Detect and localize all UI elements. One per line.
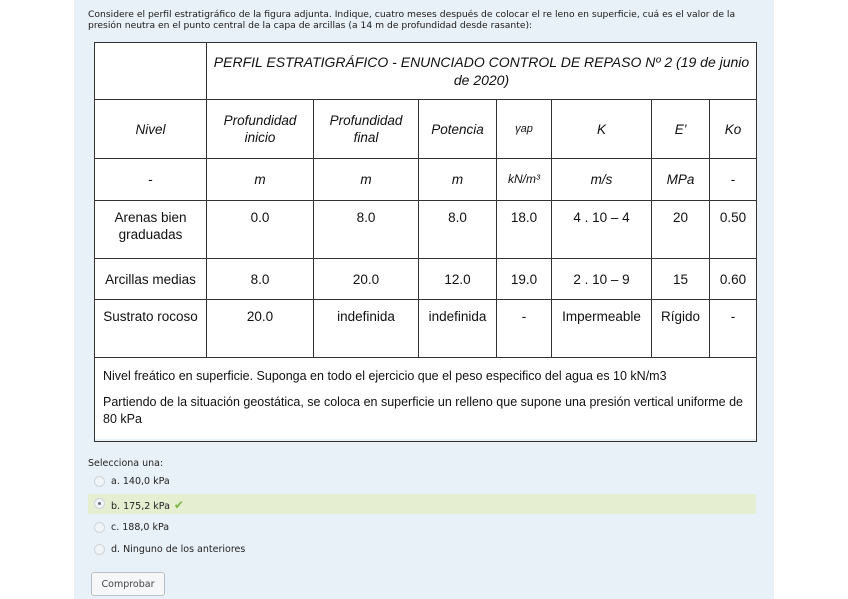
unit-e: MPa [652,159,710,201]
check-button[interactable]: Comprobar [91,572,165,596]
radio-a[interactable] [94,476,105,487]
row-arenas-k: 4 . 10 – 4 [552,201,652,259]
row-arenas-potencia: 8.0 [419,201,497,259]
row-arenas-nivel: Arenas bien graduadas [95,201,207,259]
row-arcillas-e: 15 [652,259,710,300]
row-arenas-e: 20 [652,201,710,259]
table-title: PERFIL ESTRATIGRÁFICO - ENUNCIADO CONTROL DE REPASO Nº 2 (19 de junio de 2020) [207,43,757,100]
option-b-label: b. 175,2 kPa [111,501,170,512]
option-a[interactable] [88,472,756,492]
radio-c[interactable] [94,522,105,533]
row-arcillas-prof-final: 20.0 [314,259,419,300]
unit-nivel: - [95,159,207,201]
header-gamma-ap: γap [497,100,552,159]
select-one-label: Selecciona una: [88,458,164,469]
header-nivel: Nivel [95,100,207,159]
option-d-label: d. Ninguno de los anteriores [111,544,246,555]
row-arcillas-prof-inicio: 8.0 [207,259,314,300]
note-water-table: Nivel freático en superficie. Suponga en todo el ejercicio que el peso especifico del agua es 10 kN/m3 [103,369,667,383]
question-text: Considere el perfil estratigráfico de la figura adjunta. Indique, cuatro meses después de colocar el re leno en superficie, cuá es el valor de la presión neutra en el punto central de la capa de arcillas (a 14 m de profundidad desde rasante): [88,9,736,31]
header-profundidad-final: Profundidad final [314,100,419,159]
row-arenas-gamma: 18.0 [497,201,552,259]
option-b-text [111,498,184,512]
radio-d[interactable] [94,544,105,555]
row-sustrato-prof-final: indefinida [314,300,419,358]
stratigraphic-profile-figure [94,42,756,439]
header-ko: Ko [710,100,757,159]
row-arenas-ko: 0.50 [710,201,757,259]
unit-potencia: m [419,159,497,201]
row-sustrato-nivel: Sustrato rocoso [95,300,207,358]
unit-ko: - [710,159,757,201]
correct-check-icon: ✔ [173,498,184,512]
option-a-label: a. 140,0 kPa [111,476,170,487]
option-c-label: c. 188,0 kPa [111,522,170,533]
unit-k: m/s [552,159,652,201]
row-arcillas-gamma: 19.0 [497,259,552,300]
table-notes [95,358,757,442]
unit-prof-final: m [314,159,419,201]
row-arcillas-potencia: 12.0 [419,259,497,300]
profile-table [94,42,757,442]
header-e-prime: E' [652,100,710,159]
row-sustrato-k: Impermeable [552,300,652,358]
row-arcillas-ko: 0.60 [710,259,757,300]
option-d[interactable] [88,540,756,560]
row-arenas-prof-inicio: 0.0 [207,201,314,259]
radio-b[interactable] [94,498,105,509]
row-sustrato-ko: - [710,300,757,358]
unit-gamma: kN/m³ [497,159,552,201]
header-k: K [552,100,652,159]
row-sustrato-potencia: indefinida [419,300,497,358]
row-arcillas-nivel: Arcillas medias [95,259,207,300]
header-potencia: Potencia [419,100,497,159]
row-sustrato-prof-inicio: 20.0 [207,300,314,358]
unit-prof-inicio: m [207,159,314,201]
option-c[interactable] [88,518,756,538]
note-fill-load: Partiendo de la situación geostática, se coloca en superficie un relleno que supone una presión vertical uniforme de 80 kPa [103,395,743,426]
option-b[interactable] [88,494,756,514]
row-sustrato-gamma: - [497,300,552,358]
row-arenas-prof-final: 8.0 [314,201,419,259]
table-corner-cell [95,43,207,100]
header-profundidad-inicio: Profundidad inicio [207,100,314,159]
row-sustrato-e: Rígido [652,300,710,358]
row-arcillas-k: 2 . 10 – 9 [552,259,652,300]
